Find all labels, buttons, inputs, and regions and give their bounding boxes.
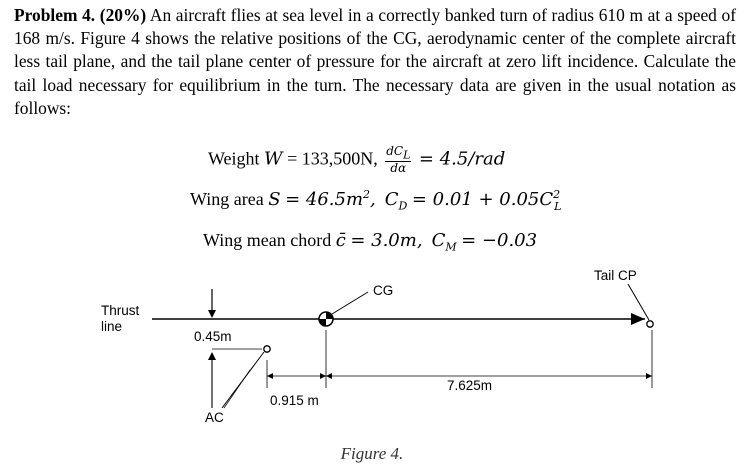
dim-7625-label: 7.625m (447, 378, 493, 393)
ac-leader-secondary (224, 370, 250, 408)
ac-label: AC (205, 410, 224, 425)
weight-label: Weight (208, 148, 260, 169)
wing-area-label: Wing area (190, 189, 264, 209)
weight-symbol: W (264, 148, 283, 170)
ac-point (264, 346, 270, 352)
thrust-reference-arrow (208, 310, 216, 318)
dim-0915-label: 0.915 m (270, 393, 319, 408)
equation-weight: Weight W = 133,500N, $\frac{dC_L}{d\alpha}$ = 4.5/rad (208, 144, 506, 176)
thrust-arrow-head (631, 313, 645, 325)
thrust-line-label: Thrust line (101, 303, 140, 334)
lift-slope-fraction: $\frac{dC_L}{d\alpha}$ (386, 144, 411, 176)
chord-label: Wing mean chord (203, 230, 332, 250)
problem-heading: Problem 4. (20%) (14, 5, 147, 25)
lift-slope-value: = 4.5/rad (418, 148, 506, 170)
problem-text: An aircraft flies at sea level in a correctly banked turn of radius 610 m at a speed of 168 m/s. Figure 4 shows the relative positions of the CG, aerodynamic center of the complete aircraft less tail plane, and the tail plane center of pressure for the aircraft at zero lift incidence. Calculate the tail load necessary for equilibrium in the turn. The necessary data are given in the usual notation as follows: (14, 5, 737, 118)
equation-chord: Wing mean chord c̄ = 3.0m, $C_M = -0.03$ (203, 230, 538, 254)
tail-cp-point (647, 321, 653, 327)
drag-polar: = 0.01 + 0.05C (411, 189, 554, 210)
chord-symbol: c̄ (335, 230, 346, 251)
chord-value: = 3.0m, (350, 230, 423, 251)
ac-arrow-head (208, 352, 216, 360)
cg-symbol (319, 312, 333, 326)
dim-045-label: 0.45m (194, 329, 232, 344)
pitching-moment-value: = −0.03 (461, 230, 538, 251)
equation-wing-area: Wing area $S = 46.5m^2$, $C_D = 0.01 + 0.05C^2_L$ (190, 188, 562, 213)
weight-value: 133,500N, (301, 148, 378, 169)
cg-label: CG (373, 283, 394, 298)
wing-area-symbol: S (268, 189, 281, 210)
wing-area-value: = 46.5m (285, 189, 364, 210)
figure-caption: Figure 4. (340, 444, 404, 463)
cg-leader (332, 292, 368, 314)
tail-cp-label: Tail CP (594, 268, 637, 283)
